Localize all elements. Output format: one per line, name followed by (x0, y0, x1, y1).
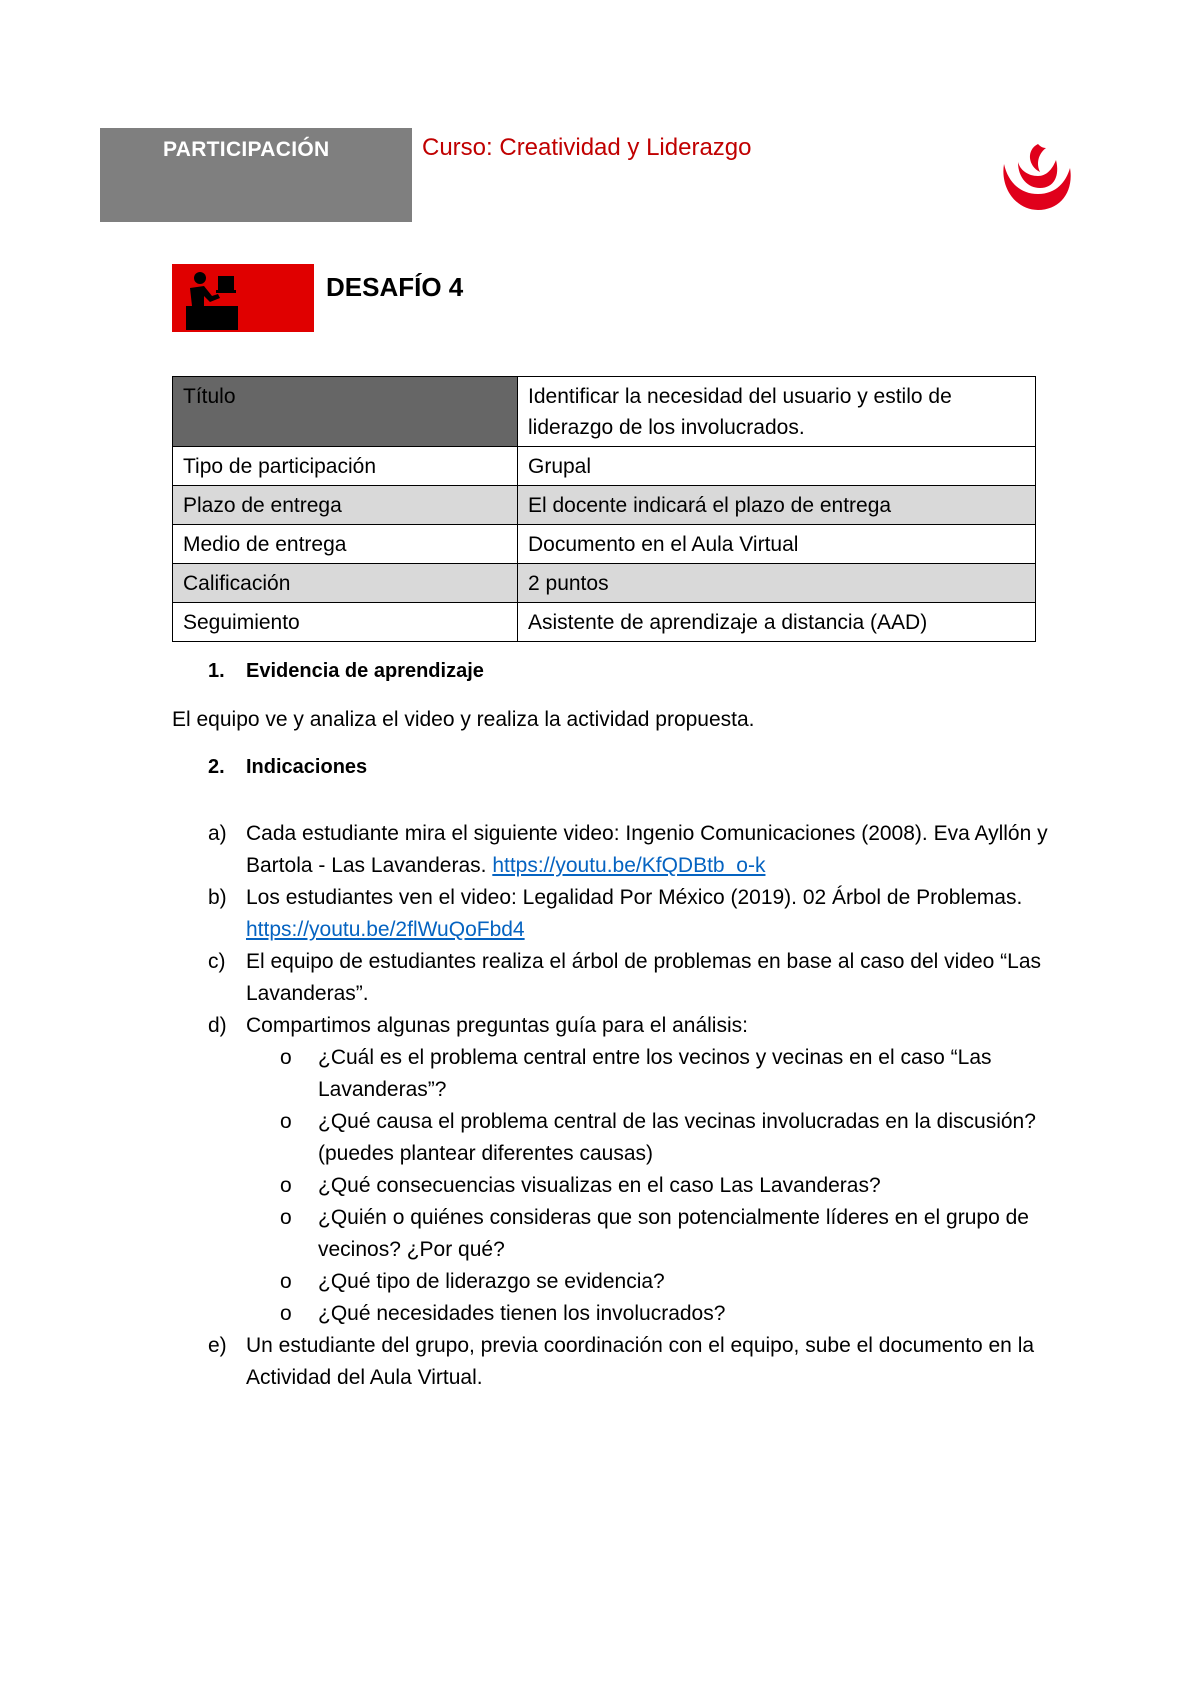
participation-header-box (100, 128, 412, 222)
question-text: ¿Cuál es el problema central entre los vecinos y vecinas en el caso “Las Lavanderas”? (318, 1046, 992, 1101)
section-number: 1. (208, 660, 225, 682)
section-title: Evidencia de aprendizaje (246, 660, 484, 682)
list-item-text: El equipo de estudiantes realiza el árbol de problemas en base al caso del video “Las Lavanderas”. (246, 950, 1042, 1005)
question-item (208, 1298, 1048, 1330)
table-key-cell: Título (173, 377, 518, 447)
section-title: Indicaciones (246, 756, 368, 778)
table-row (173, 564, 1036, 603)
participation-label: PARTICIPACIÓN (163, 138, 330, 161)
question-text: ¿Qué tipo de liderazgo se evidencia? (318, 1270, 665, 1293)
list-item (208, 1330, 1048, 1394)
person-at-computer-icon (182, 266, 242, 330)
course-title: Curso: Creatividad y Liderazgo (422, 134, 752, 161)
bullet-icon: o (280, 1206, 292, 1229)
list-item (208, 882, 1048, 946)
table-row (173, 486, 1036, 525)
list-item (208, 818, 1048, 882)
table-value-cell: Documento en el Aula Virtual (518, 525, 1036, 564)
list-item-text: Compartimos algunas preguntas guía para el análisis: (246, 1014, 748, 1037)
list-item-text: Los estudiantes ven el video: Legalidad Por México (2019). 02 Árbol de Problemas. (246, 886, 1023, 909)
table-row (173, 525, 1036, 564)
evidence-paragraph: El equipo ve y analiza el video y realiza la actividad propuesta. (172, 708, 755, 731)
table-key-cell: Tipo de participación (173, 447, 518, 486)
instructions-list (208, 818, 1048, 1394)
list-marker: e) (208, 1334, 227, 1357)
question-item (208, 1106, 1048, 1170)
question-item (208, 1266, 1048, 1298)
table-key-cell: Plazo de entrega (173, 486, 518, 525)
bullet-icon: o (280, 1110, 292, 1133)
list-marker: b) (208, 886, 227, 909)
video-link[interactable]: https://youtu.be/KfQDBtb_o-k (492, 854, 766, 877)
section-number: 2. (208, 756, 225, 778)
list-item-text: Cada estudiante mira el siguiente video: Ingenio Comunicaciones (2008). Eva Ayllón y Bartola - Las Lavanderas. (246, 822, 1048, 877)
video-link[interactable]: https://youtu.be/2flWuQoFbd4 (246, 918, 525, 941)
table-key-cell: Calificación (173, 564, 518, 603)
question-text: ¿Quién o quiénes consideras que son potencialmente líderes en el grupo de vecinos? ¿Por qué? (318, 1206, 1029, 1261)
list-item (208, 1010, 1048, 1042)
table-key-cell: Medio de entrega (173, 525, 518, 564)
question-item (208, 1042, 1048, 1106)
assignment-info-table (172, 376, 1036, 642)
question-item (208, 1170, 1048, 1202)
bullet-icon: o (280, 1302, 292, 1325)
list-marker: c) (208, 950, 226, 973)
list-item-text: Un estudiante del grupo, previa coordinación con el equipo, sube el documento en la Actividad del Aula Virtual. (246, 1334, 1035, 1389)
bullet-icon: o (280, 1046, 292, 1069)
question-text: ¿Qué consecuencias visualizas en el caso Las Lavanderas? (318, 1174, 881, 1197)
flame-logo-icon (996, 138, 1076, 218)
question-item (208, 1202, 1048, 1266)
question-text: ¿Qué causa el problema central de las vecinas involucradas en la discusión? (puedes plantear diferentes causas) (318, 1110, 1036, 1165)
table-row (173, 377, 1036, 447)
table-value-cell: Identificar la necesidad del usuario y estilo de liderazgo de los involucrados. (518, 377, 1036, 447)
bullet-icon: o (280, 1270, 292, 1293)
table-value-cell: 2 puntos (518, 564, 1036, 603)
table-value-cell: Asistente de aprendizaje a distancia (AAD) (518, 603, 1036, 642)
list-item (208, 946, 1048, 1010)
table-value-cell: El docente indicará el plazo de entrega (518, 486, 1036, 525)
bullet-icon: o (280, 1174, 292, 1197)
list-marker: d) (208, 1014, 227, 1037)
table-row (173, 447, 1036, 486)
table-row (173, 603, 1036, 642)
table-key-cell: Seguimiento (173, 603, 518, 642)
question-text: ¿Qué necesidades tienen los involucrados? (318, 1302, 726, 1325)
challenge-banner (172, 264, 314, 332)
challenge-title: DESAFÍO 4 (326, 272, 464, 302)
table-value-cell: Grupal (518, 447, 1036, 486)
list-marker: a) (208, 822, 227, 845)
